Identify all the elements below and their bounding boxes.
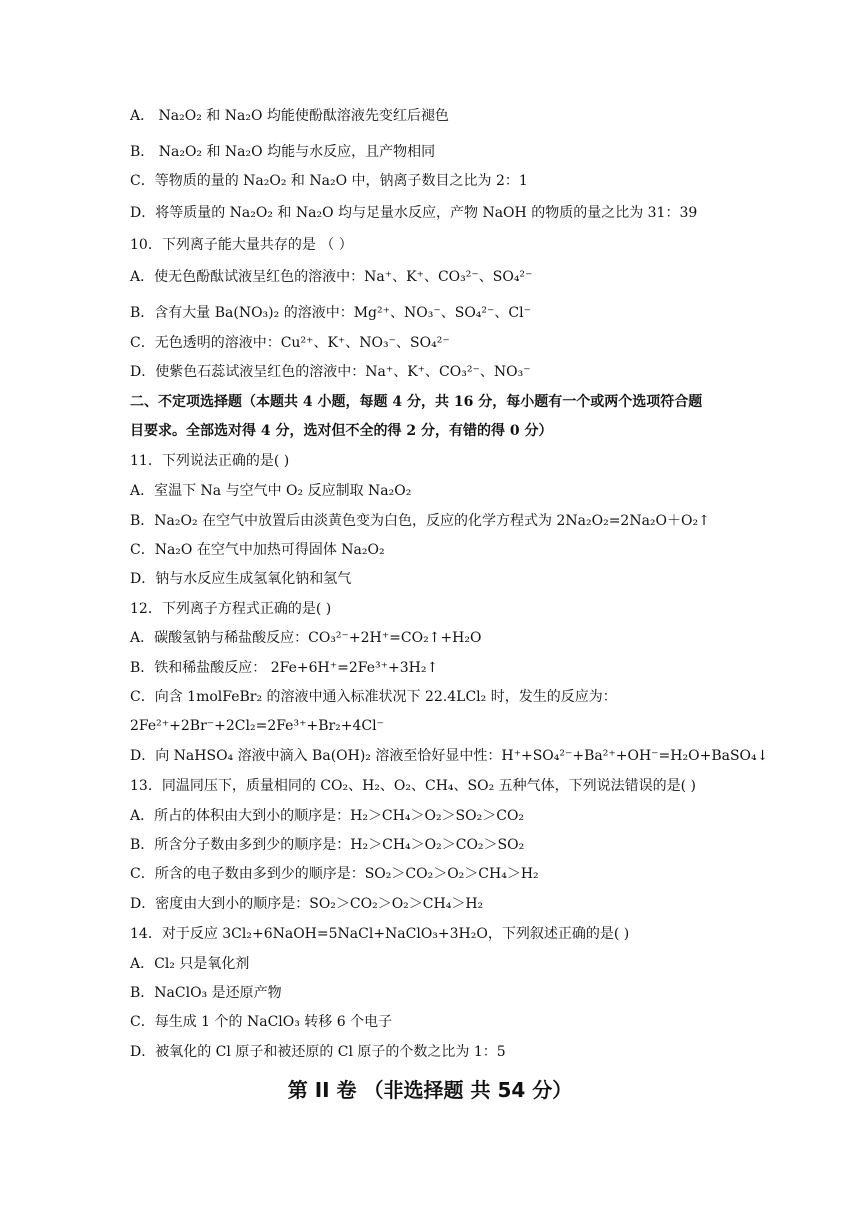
question-10: 10．下列离子能大量共存的是 （ ）: [130, 237, 353, 253]
question-13: 13．同温同压下，质量相同的 CO₂、H₂、O₂、CH₄、SO₂ 五种气体，下列说法错误的是( ): [130, 778, 697, 794]
option-14c: C．每生成 1 个的 NaClO₃ 转移 6 个电子: [130, 1014, 393, 1030]
option-11b: B．Na₂O₂ 在空气中放置后由淡黄色变为白色，反应的化学方程式为 2Na₂O₂=2Na₂O＋O₂↑: [130, 513, 710, 529]
option-10a: A．使无色酚酞试液呈红色的溶液中：Na⁺、K⁺、CO₃²⁻、SO₄²⁻: [130, 269, 533, 285]
option-10b: B．含有大量 Ba(NO₃)₂ 的溶液中：Mg²⁺、NO₃⁻、SO₄²⁻、Cl⁻: [130, 305, 531, 321]
option-12a: A．碳酸氢钠与稀盐酸反应：CO₃²⁻+2H⁺=CO₂↑+H₂O: [130, 630, 482, 646]
option-10c: C．无色透明的溶液中：Cu²⁺、K⁺、NO₃⁻、SO₄²⁻: [130, 335, 450, 351]
option-13a: A．所占的体积由大到小的顺序是：H₂＞CH₄＞O₂＞SO₂＞CO₂: [130, 808, 525, 824]
option-11d: D．钠与水反应生成氢氧化钠和氢气: [130, 571, 352, 587]
option-14b: B．NaClO₃ 是还原产物: [130, 985, 282, 1001]
option-12d: D．向 NaHSO₄ 溶液中滴入 Ba(OH)₂ 溶液至恰好显中性：H⁺+SO₄²⁻+Ba²⁺+OH⁻=H₂O+BaSO₄↓: [130, 748, 769, 764]
option-11c: C．Na₂O 在空气中加热可得固体 Na₂O₂: [130, 542, 385, 558]
option-12c: C．向含 1molFeBr₂ 的溶液中通入标准状况下 22.4LCl₂ 时，发生的反应为：: [130, 689, 617, 705]
section-two-instructions-line2: 目要求。全部选对得 4 分，选对但不全的得 2 分，有错的得 0 分）: [130, 423, 553, 439]
question-11: 11．下列说法正确的是( ): [130, 453, 290, 469]
option-9a: A． Na₂O₂ 和 Na₂O 均能使酚酞溶液先变红后褪色: [130, 108, 449, 124]
section-two-instructions-line1: 二、不定项选择题（本题共 4 小题，每题 4 分，共 16 分，每小题有一个或两个选项符合题: [130, 394, 703, 410]
option-14a: A．Cl₂ 只是氧化剂: [130, 956, 250, 972]
option-14d: D．被氧化的 Cl 原子和被还原的 Cl 原子的个数之比为 1：5: [130, 1044, 506, 1060]
question-14: 14．对于反应 3Cl₂+6NaOH=5NaCl+NaClO₃+3H₂O，下列叙述正确的是( ): [130, 926, 630, 942]
option-9d: D．将等质量的 Na₂O₂ 和 Na₂O 均与足量水反应，产物 NaOH 的物质的量之比为 31：39: [130, 205, 698, 221]
question-12: 12．下列离子方程式正确的是( ): [130, 601, 332, 617]
option-9b: B． Na₂O₂ 和 Na₂O 均能与水反应，且产物相同: [130, 144, 436, 160]
option-12b: B．铁和稀盐酸反应： 2Fe+6H⁺=2Fe³⁺+3H₂↑: [130, 660, 439, 676]
section-heading: 第 II 卷 （非选择题 共 54 分）: [287, 1078, 573, 1102]
option-9c: C．等物质的量的 Na₂O₂ 和 Na₂O 中，钠离子数目之比为 2：1: [130, 173, 528, 189]
option-13b: B．所含分子数由多到少的顺序是：H₂＞CH₄＞O₂＞CO₂＞SO₂: [130, 837, 525, 853]
option-11a: A．室温下 Na 与空气中 O₂ 反应制取 Na₂O₂: [130, 483, 412, 499]
option-12c-equation: 2Fe²⁺+2Br⁻+2Cl₂=2Fe³⁺+Br₂+4Cl⁻: [130, 718, 385, 734]
option-10d: D．使紫色石蕊试液呈红色的溶液中：Na⁺、K⁺、CO₃²⁻、NO₃⁻: [130, 364, 531, 380]
option-13d: D．密度由大到小的顺序是：SO₂＞CO₂＞O₂＞CH₄＞H₂: [130, 896, 484, 912]
option-13c: C．所含的电子数由多到少的顺序是：SO₂＞CO₂＞O₂＞CH₄＞H₂: [130, 866, 539, 882]
